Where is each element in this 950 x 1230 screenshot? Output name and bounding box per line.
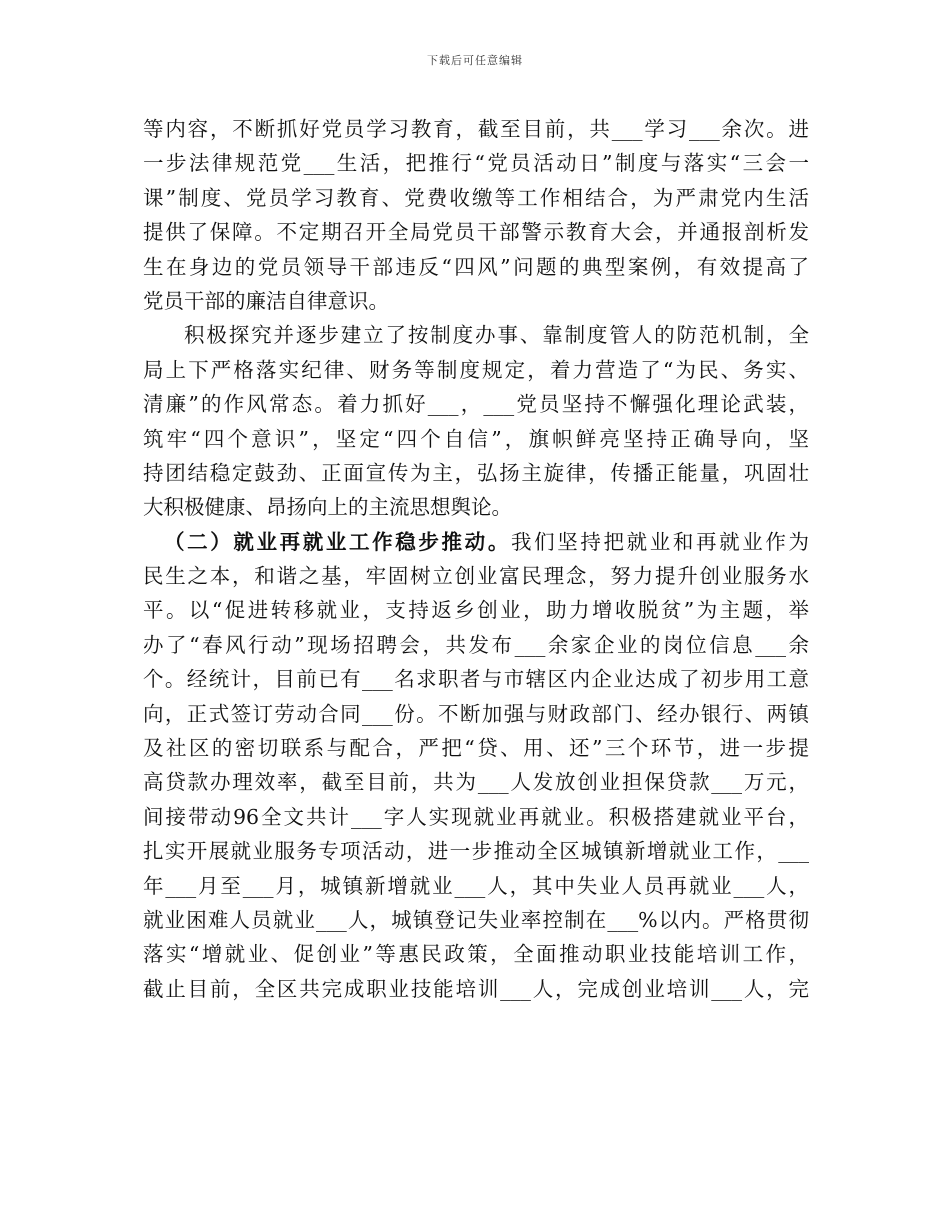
body-line: 截止目前，全区共完成职业技能培训___人，完成创业培训___人，完 [143,976,809,1001]
body-text: 我们坚持把就业和再就业作为 [510,529,810,554]
body-line: 就业困难人员就业___人，城镇登记失业率控制在___%以内。严格贯彻 [143,907,809,932]
body-line: 党员干部的廉洁自律意识。 [143,288,389,313]
body-line: 个。经统计，目前已有___名求职者与市辖区内企业达成了初步用工意 [143,667,809,692]
body-line: 清廉”的作风常态。着力抓好___，___党员坚持不懈强化理论武装， [143,392,809,417]
body-line: 提供了保障。不定期召开全局党员干部警示教育大会，并通报剖析发 [143,220,809,245]
body-line: 持团结稳定鼓劲、正面宣传为主，弘扬主旋律，传播正能量，巩固壮 [143,460,809,485]
body-line: 生在身边的党员领导干部违反“四风”问题的典型案例，有效提高了 [143,254,809,279]
document-body [143,112,809,1006]
body-line: 一步法律规范党___生活，把推行“党员活动日”制度与落实“三会一 [143,151,809,176]
body-line: 民生之本，和谐之基，牢固树立创业富民理念，努力提升创业服务水 [143,564,809,589]
body-line: 向，正式签订劳动合同___份。不断加强与财政部门、经办银行、两镇 [143,701,809,726]
body-line: 落实“增就业、促创业”等惠民政策，全面推动职业技能培训工作， [143,942,809,967]
body-line: 大积极健康、昂扬向上的主流思想舆论。 [143,495,512,520]
body-line: 办了“春风行动”现场招聘会，共发布___余家企业的岗位信息___余 [143,632,809,657]
section-heading: （二）就业再就业工作稳步推动。 [164,529,511,554]
body-line: 等内容，不断抓好党员学习教育，截至目前，共___学习___余次。进 [143,117,809,141]
body-line: 平。以“促进转移就业，支持返乡创业，助力增收脱贫”为主题，举 [143,598,809,623]
section-heading-line [143,525,809,559]
body-line: 筑牢“四个意识”，坚定“四个自信”，旗帜鲜亮坚持正确导向，坚 [143,426,809,451]
body-line: 年___月至___月，城镇新增就业___人，其中失业人员再就业___人， [143,873,809,898]
body-line: 课”制度、党员学习教育、党费收缴等工作相结合，为严肃党内生活 [143,185,809,210]
body-line: 积极探究并逐步建立了按制度办事、靠制度管人的防范机制，全 [184,323,809,348]
body-line: 间接带动96全文共计___字人实现就业再就业。积极搭建就业平台， [143,804,809,829]
body-line: 局上下严格落实纪律、财务等制度规定，着力营造了“为民、务实、 [143,357,809,382]
body-line: 及社区的密切联系与配合，严把“贷、用、还”三个环节，进一步提 [143,736,809,761]
page-header: 下载后可任意编辑 [427,54,523,67]
body-line: 高贷款办理效率，截至目前，共为___人发放创业担保贷款___万元， [143,770,809,795]
body-line: 扎实开展就业服务专项活动，进一步推动全区城镇新增就业工作，___ [143,839,809,864]
